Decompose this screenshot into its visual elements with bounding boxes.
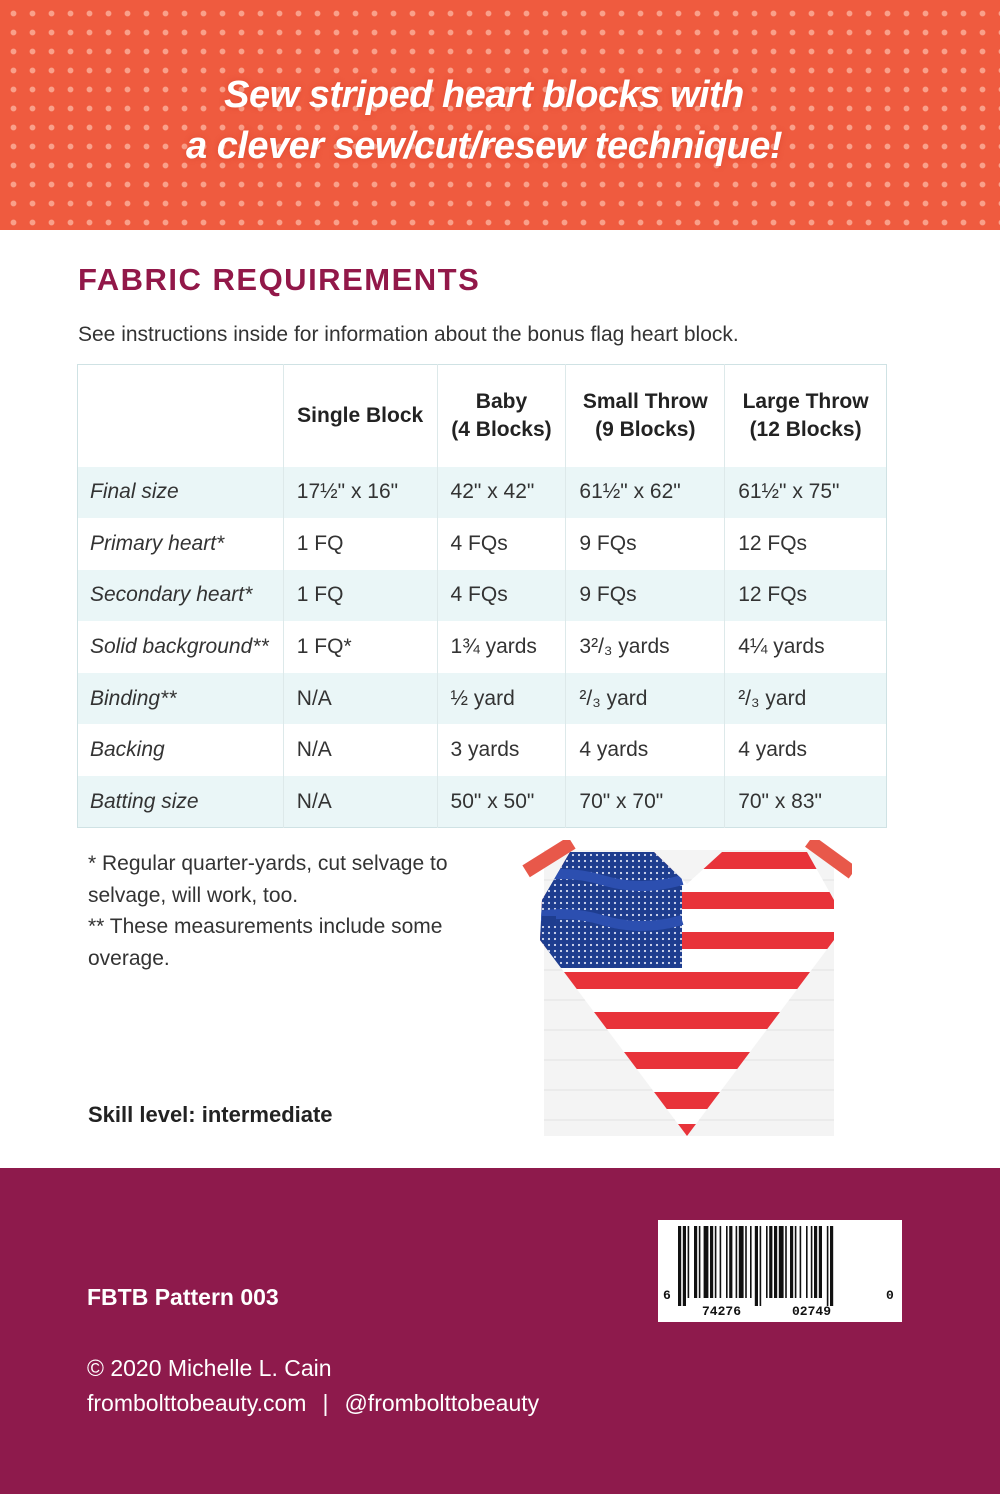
header-line: (12 Blocks): [749, 417, 862, 441]
barcode-bar: [830, 1226, 833, 1306]
banner-headline-line-1: Sew striped heart blocks with: [224, 74, 744, 116]
barcode-bar: [736, 1226, 738, 1298]
barcode-check-digit: 0: [886, 1288, 894, 1303]
table-header-row: [78, 365, 887, 467]
banner-headline-line-2: a clever sew/cut/resew technique!: [186, 125, 782, 167]
barcode-bar: [811, 1226, 813, 1298]
barcode-bar: [760, 1226, 762, 1306]
table-cell: 4 yards: [566, 724, 725, 776]
barcode-bar: [678, 1226, 681, 1306]
table-cell: 12 FQs: [738, 531, 808, 555]
barcode-bar: [704, 1226, 709, 1298]
header-line: (9 Blocks): [595, 417, 696, 441]
table-cell: 70" x 70": [566, 776, 725, 828]
header-line: Baby: [475, 389, 528, 413]
table-cell: 4 FQs: [437, 518, 566, 570]
fabric-intro-text: See instructions inside for information about the bonus flag heart block.: [78, 323, 739, 346]
website-link[interactable]: frombolttobeauty.com: [87, 1390, 307, 1416]
row-label: Final size: [78, 467, 284, 519]
fabric-requirements-table: [77, 364, 887, 828]
table-cell: ½ yard: [437, 673, 566, 725]
barcode-bar: [710, 1226, 713, 1298]
table-cell: 1¾ yards: [437, 621, 566, 673]
row-label: Secondary heart*: [78, 570, 284, 622]
barcode-bar: [766, 1226, 768, 1298]
header-line: Small Throw: [582, 389, 708, 413]
barcode-bar: [715, 1226, 717, 1298]
fabric-requirements-heading: FABRIC REQUIREMENTS: [78, 262, 481, 297]
table-cell: 9 FQs: [566, 518, 725, 570]
social-handle-link[interactable]: @frombolttobeauty: [344, 1390, 540, 1416]
header-empty-cell: [78, 365, 284, 467]
table-cell: 4 FQs: [437, 570, 566, 622]
barcode-lead-digit: 6: [663, 1288, 671, 1303]
upc-barcode: [658, 1220, 902, 1322]
table-cell: 42" x 42": [437, 467, 566, 519]
table-cell: 9 FQs: [566, 570, 725, 622]
barcode-bar: [694, 1226, 697, 1298]
header-small-throw: [566, 365, 725, 467]
header-large-throw: [725, 365, 887, 467]
barcode-bar: [755, 1226, 758, 1306]
barcode-bar: [739, 1226, 744, 1298]
barcode-bar: [827, 1226, 829, 1306]
table-cell: N/A: [283, 673, 437, 725]
row-label: Backing: [78, 724, 284, 776]
table-row: [78, 621, 887, 673]
barcode-bar: [699, 1226, 701, 1298]
barcode-bar: [819, 1226, 822, 1298]
barcode-bar: [779, 1226, 784, 1298]
table-cell: 12 FQs: [738, 583, 808, 607]
row-label: Batting size: [78, 776, 284, 828]
header-line: (4 Blocks): [451, 417, 552, 441]
barcode-bar: [790, 1226, 793, 1298]
row-label: Primary heart*: [78, 518, 284, 570]
barcode-bar: [795, 1226, 797, 1298]
table-footnotes: [88, 848, 508, 974]
table-cell: 70" x 83": [738, 789, 822, 813]
header-baby: [437, 365, 566, 467]
table-row: [78, 776, 887, 828]
barcode-bar: [774, 1226, 777, 1298]
barcode-bar: [688, 1226, 690, 1298]
footer-band: [0, 1168, 1000, 1494]
table-row: [78, 518, 887, 570]
barcode-bar: [729, 1226, 732, 1298]
table-row: [78, 724, 887, 776]
table-cell: N/A: [283, 776, 437, 828]
barcode-bar: [683, 1226, 686, 1306]
table-cell: 3²/₃ yards: [566, 621, 725, 673]
skill-level: Skill level: intermediate: [88, 1102, 333, 1127]
barcode-bar: [720, 1226, 722, 1298]
footer-links: [87, 1390, 539, 1417]
table-cell: 1 FQ*: [283, 621, 437, 673]
pattern-id: FBTB Pattern 003: [87, 1284, 279, 1310]
canton-extension: [542, 916, 556, 926]
table-cell: 4¼ yards: [738, 635, 825, 659]
table-cell: 4 yards: [738, 738, 808, 762]
barcode-right-group: 02749: [792, 1304, 832, 1319]
row-label: Binding**: [78, 673, 284, 725]
table-row: [78, 570, 887, 622]
table-cell: ²/₃ yard: [738, 686, 807, 710]
barcode-bar: [750, 1226, 752, 1298]
barcode-bar: [769, 1226, 772, 1298]
footnote-overage: ** These measurements include some overage.: [88, 915, 443, 970]
barcode-bar: [745, 1226, 747, 1298]
table-cell: 1 FQ: [283, 570, 437, 622]
top-banner: [0, 0, 1000, 230]
table-cell: 61½" x 62": [566, 467, 725, 519]
barcode-left-group: 74276: [702, 1304, 742, 1319]
barcode-bar: [806, 1226, 808, 1298]
link-separator: |: [322, 1390, 329, 1416]
barcode-bar: [726, 1226, 728, 1298]
table-row: [78, 673, 887, 725]
header-line: Single Block: [297, 403, 424, 427]
header-line: Large Throw: [742, 389, 869, 413]
flag-heart-quilt-image: [522, 840, 852, 1142]
table-cell: 50" x 50": [437, 776, 566, 828]
barcode-bar: [800, 1226, 802, 1298]
header-single-block: [283, 365, 437, 467]
table-row: [78, 467, 887, 519]
table-cell: 17½" x 16": [283, 467, 437, 519]
table-cell: N/A: [283, 724, 437, 776]
barcode-bar: [785, 1226, 787, 1298]
barcode-bars: [658, 1220, 902, 1322]
copyright-notice: © 2020 Michelle L. Cain: [87, 1355, 332, 1381]
flag-heart-illustration: [522, 840, 852, 1142]
table-cell: ²/₃ yard: [566, 673, 725, 725]
footnote-quarter-yards: * Regular quarter-yards, cut selvage to selvage, will work, too.: [88, 852, 448, 907]
barcode-bar: [814, 1226, 817, 1298]
table-cell: 3 yards: [437, 724, 566, 776]
row-label: Solid background**: [78, 621, 284, 673]
table-cell: 1 FQ: [283, 518, 437, 570]
table-cell: 61½" x 75": [738, 480, 840, 504]
